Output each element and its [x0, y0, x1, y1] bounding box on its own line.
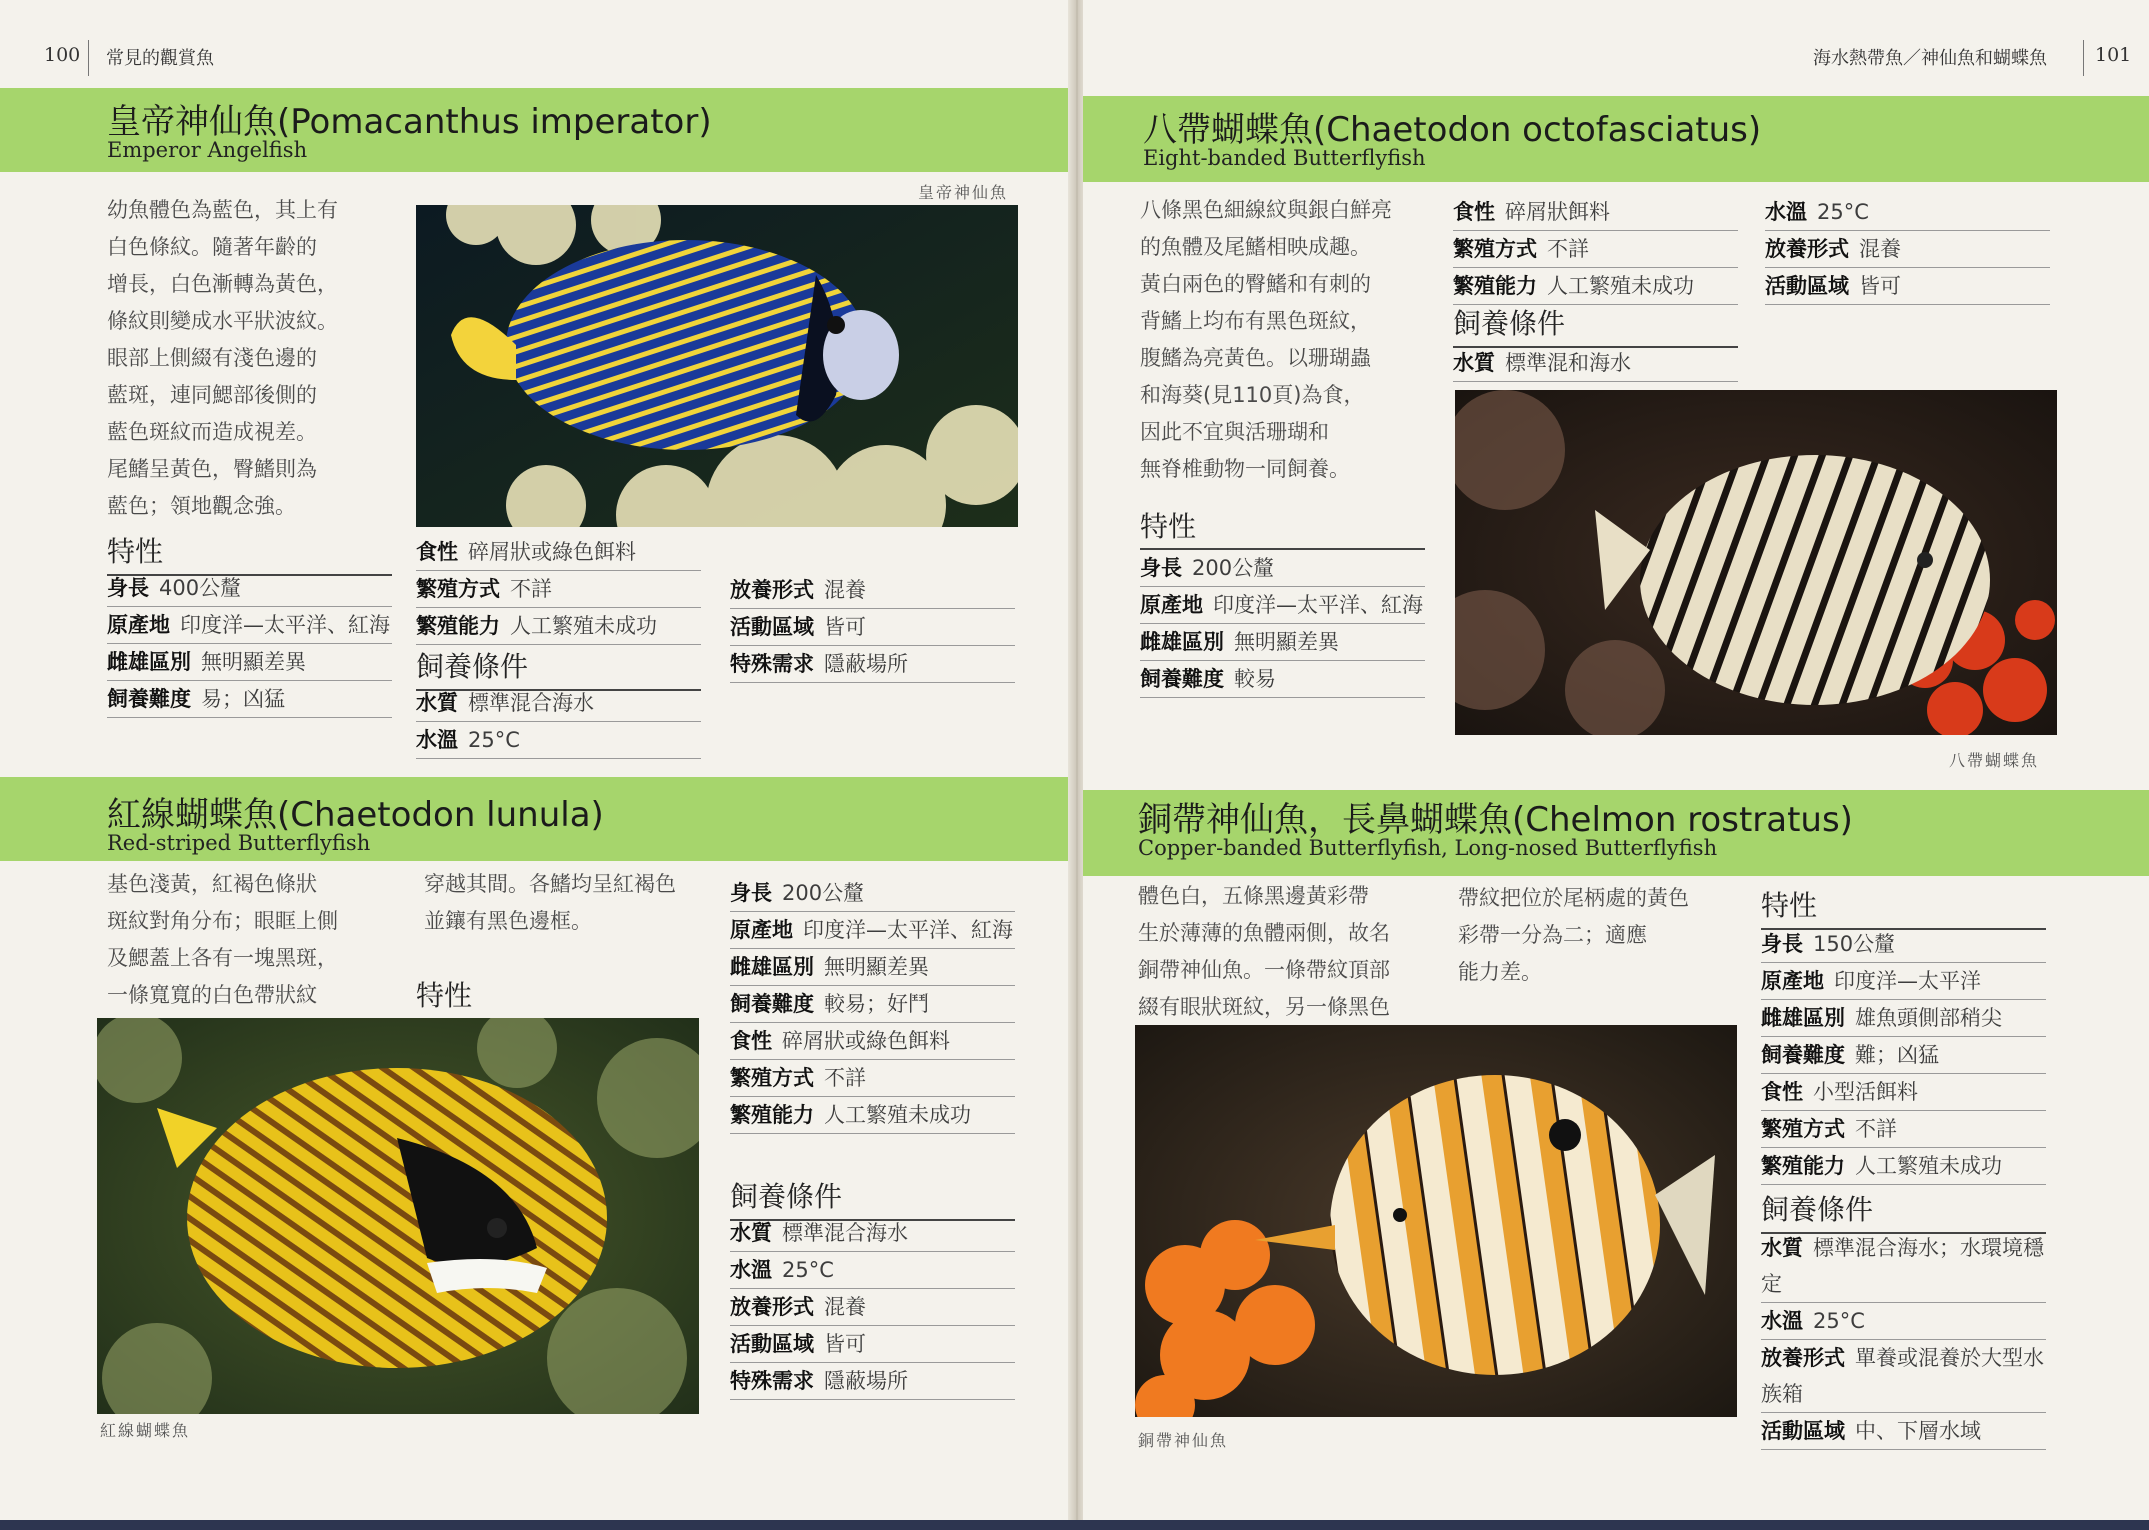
spec-label: 放養形式: [1765, 237, 1849, 261]
spec-label: 水質: [1453, 351, 1495, 375]
spec-label: 繁殖方式: [416, 577, 500, 601]
spec-value: 150公釐: [1813, 932, 1896, 956]
spec-label: 飼養難度: [1761, 1043, 1845, 1067]
spec-value: 雄魚頭側部稍尖: [1855, 1006, 2002, 1030]
photo-caption: 紅線蝴蝶魚: [100, 1421, 191, 1440]
spec-row: [1765, 268, 2050, 305]
description-continued: [424, 866, 676, 940]
spec-value: 200公釐: [1192, 556, 1275, 580]
spec-row: [1761, 1074, 2046, 1111]
spec-label: 水溫: [1761, 1309, 1803, 1333]
spec-label: 活動區域: [1765, 274, 1849, 298]
description-continued: [1458, 880, 1689, 991]
spec-value: 印度洋—太平洋、紅海: [180, 613, 390, 637]
spec-row: [730, 1326, 1015, 1363]
description-line: 藍色斑紋而造成視差。: [107, 420, 317, 444]
spec-row: [1453, 268, 1738, 305]
spec-label: 繁殖能力: [1453, 274, 1537, 298]
description-line: 體色白，五條黑邊黃彩帶: [1138, 884, 1369, 908]
spec-value: 25°C: [1817, 200, 1869, 224]
spec-value: 不詳: [1547, 237, 1589, 261]
spec-label: 身長: [1140, 556, 1182, 580]
running-head: 常見的觀賞魚: [106, 48, 214, 69]
spec-row: [1761, 1340, 2046, 1413]
care-list: [1761, 1230, 2046, 1450]
spec-label: 原產地: [1761, 969, 1824, 993]
spec-value: 200公釐: [782, 881, 865, 905]
spec-value: 無明顯差異: [201, 650, 306, 674]
spec-row: [1453, 345, 1738, 382]
spec-value: 人工繁殖未成功: [510, 614, 657, 638]
traits-list: [730, 875, 1015, 1134]
spec-label: 食性: [416, 540, 458, 564]
care-heading: 飼養條件: [1761, 1188, 2046, 1234]
spec-label: 飼養難度: [1140, 667, 1224, 691]
spec-label: 雌雄區別: [1140, 630, 1224, 654]
spec-value: 隱蔽場所: [824, 652, 908, 676]
description-line: 帶紋把位於尾柄處的黃色: [1458, 886, 1689, 910]
description-line: 和海葵(見110頁)為食，: [1140, 383, 1365, 407]
spec-label: 繁殖方式: [730, 1066, 814, 1090]
description-line: 的魚體及尾鰭相映成趣。: [1140, 235, 1371, 259]
description-line: 增長，白色漸轉為黃色，: [107, 272, 338, 296]
spec-row: [730, 646, 1015, 683]
spec-label: 雌雄區別: [730, 955, 814, 979]
spec-label: 原產地: [1140, 593, 1203, 617]
spec-label: 特殊需求: [730, 1369, 814, 1393]
copper-banded-butterflyfish-photo: [1135, 1025, 1737, 1417]
species-title: 紅線蝴蝶魚(Chaetodon lunula): [107, 795, 604, 835]
photo-caption: 銅帶神仙魚: [1138, 1431, 1229, 1450]
spec-row: [107, 644, 392, 681]
care-list: [730, 1215, 1015, 1400]
spec-label: 繁殖能力: [730, 1103, 814, 1127]
spec-row: [1140, 550, 1425, 587]
spec-label: 飼養難度: [107, 687, 191, 711]
spec-value: 25°C: [1813, 1309, 1865, 1333]
spec-row: [416, 534, 701, 571]
spec-value: 標準混和海水: [1505, 351, 1631, 375]
spec-row: [416, 722, 701, 759]
spec-value: 小型活餌料: [1813, 1080, 1918, 1104]
spec-label: 放養形式: [1761, 1346, 1845, 1370]
description-line: 彩帶一分為二；適應: [1458, 923, 1647, 947]
description-line: 無脊椎動物一同飼養。: [1140, 457, 1350, 481]
spec-value: 400公釐: [159, 576, 242, 600]
spec-row: [730, 986, 1015, 1023]
spec-row: [1761, 1037, 2046, 1074]
spec-label: 原產地: [107, 613, 170, 637]
traits-heading: 特性: [107, 530, 392, 576]
emperor-angelfish-photo: [416, 205, 1018, 527]
spec-row: [730, 1097, 1015, 1134]
description-line: 一條寬寬的白色帶狀紋: [107, 983, 317, 1007]
traits-list-2: [1453, 194, 1738, 305]
description-line: 條紋則變成水平狀波紋。: [107, 309, 338, 333]
spec-label: 繁殖能力: [416, 614, 500, 638]
species-subtitle: Red-striped Butterflyfish: [107, 831, 371, 855]
description-line: 八條黑色細線紋與銀白鮮亮: [1140, 198, 1392, 222]
spec-row: [1761, 926, 2046, 963]
spec-row: [1761, 1413, 2046, 1450]
spec-row: [1140, 661, 1425, 698]
spec-row: [107, 607, 392, 644]
photo-caption: 八帶蝴蝶魚: [1949, 751, 2040, 770]
spec-value: 易；凶猛: [201, 687, 285, 711]
description-line: 眼部上側綴有淺色邊的: [107, 346, 317, 370]
description-line: 因此不宜與活珊瑚和: [1140, 420, 1329, 444]
spec-row: [1761, 1230, 2046, 1303]
description-line: 穿越其間。各鰭均呈紅褐色: [424, 872, 676, 896]
spec-row: [1761, 1111, 2046, 1148]
description: [107, 866, 338, 1014]
care-list-2: [730, 572, 1015, 683]
spec-value: 不詳: [1855, 1117, 1897, 1141]
spec-value: 碎屑狀或綠色餌料: [782, 1029, 950, 1053]
species-subtitle: Eight-banded Butterflyfish: [1143, 146, 1426, 170]
spec-value: 較易；好鬥: [824, 992, 929, 1016]
species-title: 皇帝神仙魚(Pomacanthus imperator): [107, 102, 712, 142]
traits-heading: 特性: [416, 979, 473, 1012]
spec-value: 單養或混養於大型水族箱: [1761, 1346, 2044, 1406]
spec-label: 放養形式: [730, 578, 814, 602]
spec-value: 25°C: [468, 728, 520, 752]
description-line: 黃白兩色的臀鰭和有刺的: [1140, 272, 1371, 296]
spec-row: [1765, 194, 2050, 231]
description: [107, 192, 338, 525]
spec-row: [730, 1289, 1015, 1326]
spec-label: 水溫: [1765, 200, 1807, 224]
spec-label: 活動區域: [730, 1332, 814, 1356]
left-page: [0, 0, 1072, 1530]
spec-label: 水溫: [730, 1258, 772, 1282]
spec-row: [730, 609, 1015, 646]
spec-value: 標準混合海水: [468, 691, 594, 715]
spec-label: 水質: [416, 691, 458, 715]
description-line: 藍斑，連同鰓部後側的: [107, 383, 317, 407]
description-line: 幼魚體色為藍色，其上有: [107, 198, 338, 222]
species-title: 銅帶神仙魚，長鼻蝴蝶魚(Chelmon rostratus): [1138, 800, 1853, 840]
spec-label: 身長: [107, 576, 149, 600]
spec-row: [1453, 194, 1738, 231]
traits-list-2: [416, 534, 701, 645]
description-line: 能力差。: [1458, 960, 1542, 984]
species-subtitle: Copper-banded Butterflyfish, Long-nosed Butterflyfish: [1138, 836, 1718, 860]
spec-row: [416, 571, 701, 608]
spec-value: 混養: [824, 1295, 866, 1319]
traits-heading: 特性: [1140, 510, 1197, 543]
description-line: 基色淺黃，紅褐色條狀: [107, 872, 317, 896]
spec-label: 雌雄區別: [1761, 1006, 1845, 1030]
care-list: [1453, 345, 1738, 382]
description-line: 並鑲有黑色邊框。: [424, 909, 592, 933]
spec-value: 印度洋—太平洋: [1834, 969, 1981, 993]
spec-label: 繁殖方式: [1453, 237, 1537, 261]
spec-row: [730, 1252, 1015, 1289]
spec-label: 繁殖方式: [1761, 1117, 1845, 1141]
description-line: 生於薄薄的魚體兩側，故名: [1138, 921, 1390, 945]
spec-label: 放養形式: [730, 1295, 814, 1319]
spec-value: 標準混合海水；水環境穩定: [1761, 1236, 2044, 1296]
spec-value: 標準混合海水: [782, 1221, 908, 1245]
spec-label: 水質: [730, 1221, 772, 1245]
description-line: 尾鰭呈黃色，臀鰭則為: [107, 457, 317, 481]
raccoon-butterflyfish-photo: [97, 1018, 699, 1414]
spec-label: 食性: [1761, 1080, 1803, 1104]
spec-label: 水質: [1761, 1236, 1803, 1260]
spec-label: 飼養難度: [730, 992, 814, 1016]
page-number: 100: [44, 44, 81, 66]
spec-value: 人工繁殖未成功: [1547, 274, 1694, 298]
spec-label: 身長: [1761, 932, 1803, 956]
eight-banded-butterflyfish-photo: [1455, 390, 2057, 735]
spec-value: 無明顯差異: [1234, 630, 1339, 654]
description-line: 銅帶神仙魚。一條帶紋頂部: [1138, 958, 1390, 982]
spec-row: [730, 1363, 1015, 1400]
spec-row: [1140, 624, 1425, 661]
spec-value: 難；凶猛: [1855, 1043, 1939, 1067]
care-heading: 飼養條件: [1453, 302, 1738, 348]
spec-value: 不詳: [510, 577, 552, 601]
description-line: 斑紋對角分布；眼眶上側: [107, 909, 338, 933]
spec-row: [1140, 587, 1425, 624]
spec-row: [1761, 1000, 2046, 1037]
description: [1138, 878, 1390, 1026]
spec-row: [730, 1215, 1015, 1252]
species-subtitle: Emperor Angelfish: [107, 138, 308, 162]
spec-label: 原產地: [730, 918, 793, 942]
spec-label: 食性: [730, 1029, 772, 1053]
spec-value: 碎屑狀餌料: [1505, 200, 1610, 224]
spec-row: [416, 608, 701, 645]
description-line: 綴有眼狀斑紋，另一條黑色: [1138, 995, 1390, 1019]
species-title: 八帶蝴蝶魚(Chaetodon octofasciatus): [1143, 110, 1762, 150]
photo-caption: 皇帝神仙魚: [918, 183, 1009, 202]
spec-value: 人工繁殖未成功: [824, 1103, 971, 1127]
spec-row: [1765, 231, 2050, 268]
spec-row: [1761, 963, 2046, 1000]
spec-row: [730, 1060, 1015, 1097]
spec-row: [1453, 231, 1738, 268]
description-line: 藍色；領地觀念強。: [107, 494, 296, 518]
spec-value: 印度洋—太平洋、紅海: [1213, 593, 1423, 617]
spec-value: 混養: [824, 578, 866, 602]
spec-value: 隱蔽場所: [824, 1369, 908, 1393]
description: [1140, 192, 1392, 488]
description-line: 腹鰭為亮黃色。以珊瑚蟲: [1140, 346, 1371, 370]
spec-row: [730, 875, 1015, 912]
traits-list: [1140, 548, 1425, 698]
spec-row: [416, 685, 701, 722]
description-line: 白色條紋。隨著年齡的: [107, 235, 317, 259]
spec-row: [730, 572, 1015, 609]
spec-value: 不詳: [824, 1066, 866, 1090]
spec-value: 皆可: [824, 1332, 866, 1356]
traits-list: [1761, 926, 2046, 1185]
spec-label: 活動區域: [1761, 1419, 1845, 1443]
spec-row: [1761, 1148, 2046, 1185]
description-line: 背鰭上均布有黑色斑紋，: [1140, 309, 1371, 333]
care-heading: 飼養條件: [416, 645, 701, 691]
right-page: [1083, 0, 2149, 1530]
spec-row: [107, 681, 392, 718]
spec-label: 身長: [730, 881, 772, 905]
description-line: 及鰓蓋上各有一塊黑斑，: [107, 946, 338, 970]
spec-row: [730, 1023, 1015, 1060]
traits-heading: 特性: [1761, 884, 2046, 930]
spec-value: 皆可: [1859, 274, 1901, 298]
spec-value: 碎屑狀或綠色餌料: [468, 540, 636, 564]
spec-value: 較易: [1234, 667, 1276, 691]
spec-value: 印度洋—太平洋、紅海: [803, 918, 1013, 942]
spec-row: [107, 570, 392, 607]
spec-value: 無明顯差異: [824, 955, 929, 979]
spec-value: 皆可: [824, 615, 866, 639]
spec-label: 繁殖能力: [1761, 1154, 1845, 1178]
spec-row: [730, 912, 1015, 949]
spec-value: 人工繁殖未成功: [1855, 1154, 2002, 1178]
spec-value: 25°C: [782, 1258, 834, 1282]
spec-value: 中、下層水域: [1855, 1419, 1981, 1443]
running-head: 海水熱帶魚／神仙魚和蝴蝶魚: [1813, 48, 2047, 69]
traits-list: [107, 570, 392, 718]
spec-label: 水溫: [416, 728, 458, 752]
spec-label: 特殊需求: [730, 652, 814, 676]
spec-row: [730, 949, 1015, 986]
spec-row: [1761, 1303, 2046, 1340]
spec-value: 混養: [1859, 237, 1901, 261]
care-list: [416, 685, 701, 759]
care-heading: 飼養條件: [730, 1175, 1015, 1221]
page-number: 101: [2095, 44, 2132, 66]
care-list-2: [1765, 194, 2050, 305]
spec-label: 雌雄區別: [107, 650, 191, 674]
spec-label: 活動區域: [730, 615, 814, 639]
spec-label: 食性: [1453, 200, 1495, 224]
